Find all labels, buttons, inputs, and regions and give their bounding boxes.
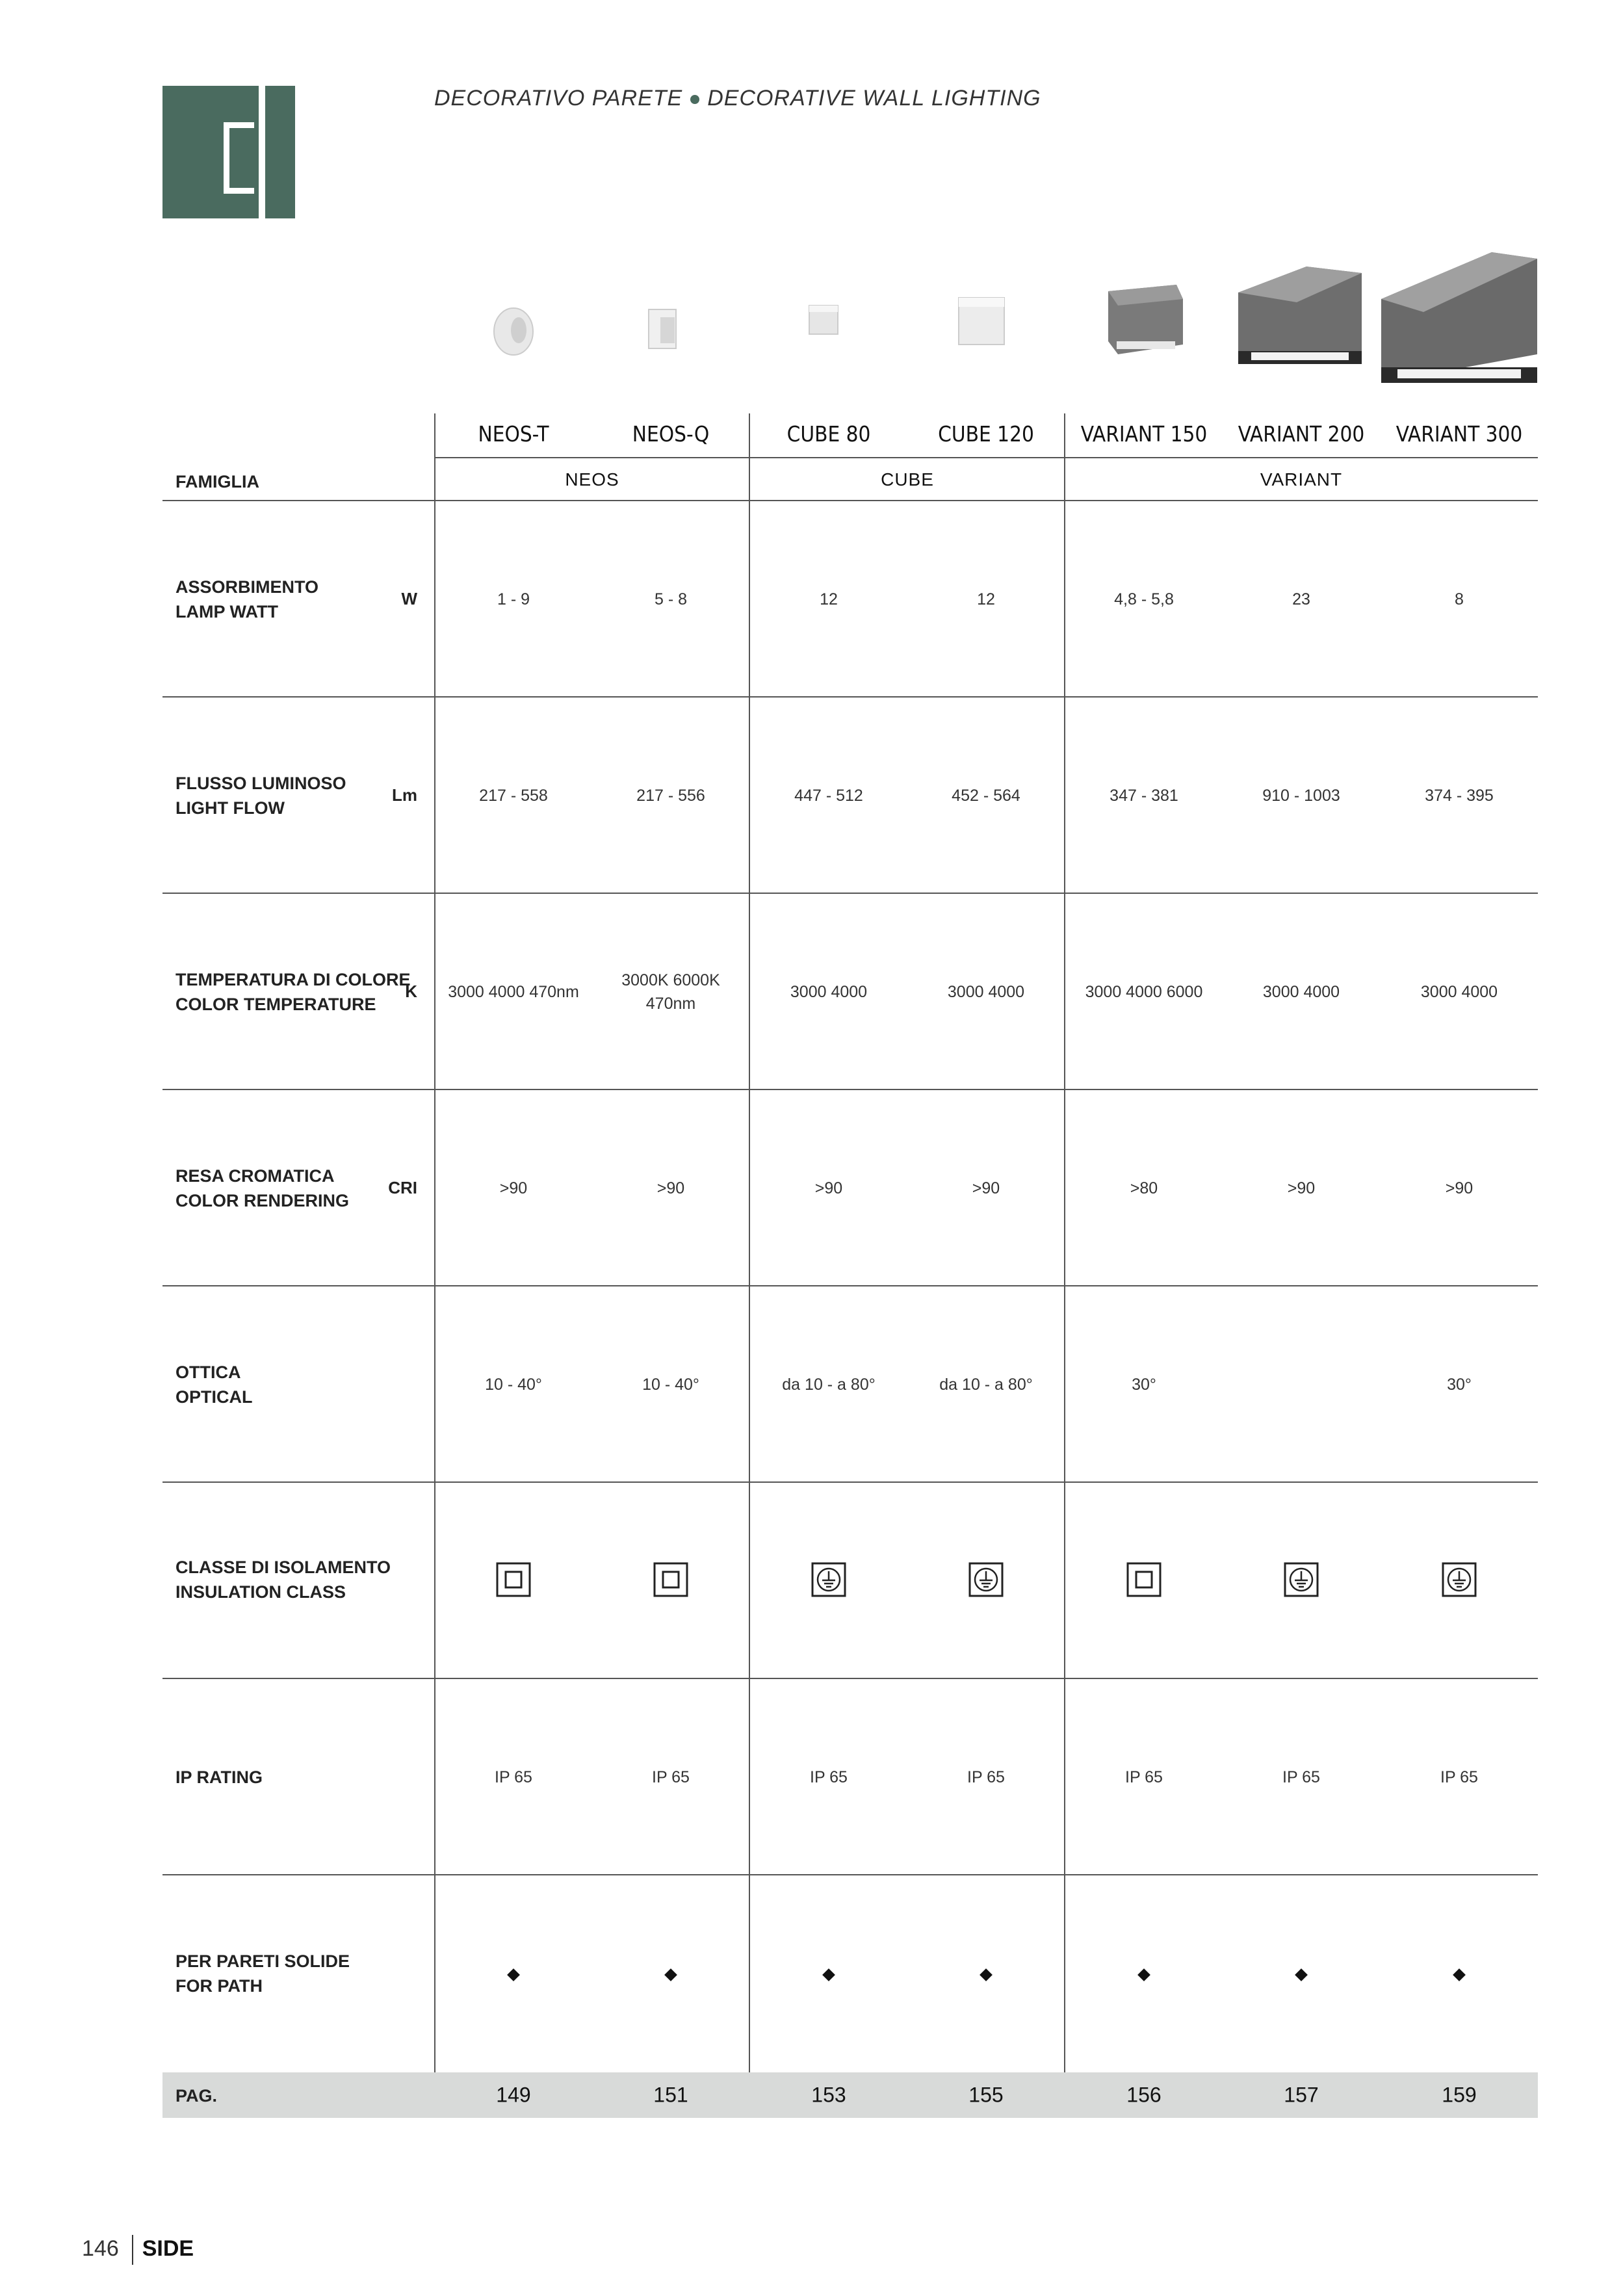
cell: 12 — [820, 590, 838, 608]
class-ii-icon — [496, 1562, 531, 1597]
pag-label: PAG. — [175, 2086, 218, 2106]
cell: IP 65 — [1282, 1768, 1320, 1786]
row-label: TEMPERATURA DI COLORE COLOR TEMPERATURE — [175, 970, 411, 1014]
divider — [162, 893, 1538, 894]
col-cube-80: CUBE 80 — [786, 421, 871, 447]
row-label: FLUSSO LUMINOSO LIGHT FLOW — [175, 774, 346, 818]
family-neos: NEOS — [565, 469, 619, 489]
cell: 23 — [1292, 590, 1310, 608]
variant-200-image — [1238, 267, 1362, 364]
cell: IP 65 — [652, 1768, 690, 1786]
diamond-bullet-icon — [822, 1968, 835, 1981]
diamond-bullet-icon — [507, 1968, 520, 1981]
cell: IP 65 — [1440, 1768, 1478, 1786]
earth-icon — [1442, 1562, 1477, 1597]
divider — [162, 1285, 1538, 1286]
page-ref[interactable]: 156 — [1126, 2083, 1162, 2107]
page-ref[interactable]: 159 — [1442, 2083, 1477, 2107]
class-ii-icon — [653, 1562, 688, 1597]
cell: 30° — [1447, 1376, 1472, 1394]
cell: IP 65 — [495, 1768, 532, 1786]
brand-logo — [162, 86, 295, 218]
cell: da 10 - a 80° — [782, 1376, 876, 1394]
page-ref[interactable]: 149 — [496, 2083, 531, 2107]
page-header — [434, 86, 1041, 111]
cell: 217 - 556 — [636, 787, 705, 805]
page-ref[interactable]: 151 — [653, 2083, 688, 2107]
neos-t-image — [494, 308, 533, 355]
earth-icon — [968, 1562, 1004, 1597]
row-label: PER PARETI SOLIDE FOR PATH — [175, 1951, 350, 1996]
page-ref[interactable]: 155 — [968, 2083, 1004, 2107]
cell: 10 - 40° — [642, 1376, 699, 1394]
col-neos-q: NEOS-Q — [632, 421, 710, 447]
earth-icon — [811, 1562, 846, 1597]
page-ref[interactable]: 157 — [1284, 2083, 1319, 2107]
col-variant-200: VARIANT 200 — [1238, 421, 1365, 447]
row-label: RESA CROMATICA COLOR RENDERING — [175, 1166, 350, 1210]
product-images — [455, 247, 1547, 390]
cell: 4,8 - 5,8 — [1114, 590, 1174, 608]
cell: 3000 4000 — [790, 983, 868, 1001]
page-number: 146 — [82, 2236, 119, 2261]
cell: 3000 4000 — [1262, 983, 1340, 1001]
row-unit: Lm — [392, 785, 417, 805]
divider — [1064, 413, 1065, 2072]
variant-300-image — [1381, 252, 1537, 383]
cell: >90 — [499, 1179, 528, 1197]
cell: >90 — [814, 1179, 843, 1197]
divider — [162, 500, 1538, 501]
cell: 447 - 512 — [794, 787, 863, 805]
cell: 8 — [1455, 590, 1464, 608]
divider — [749, 413, 750, 2072]
cell: 12 — [977, 590, 995, 608]
cell: 5 - 8 — [654, 590, 688, 608]
cell: 374 - 395 — [1425, 787, 1494, 805]
cell: >80 — [1130, 1179, 1158, 1197]
diamond-bullet-icon — [1453, 1968, 1466, 1981]
cell: 3000 4000 — [1420, 983, 1498, 1001]
cube-80-image — [809, 306, 838, 334]
family-label: FAMIGLIA — [175, 472, 259, 491]
earth-icon — [1284, 1562, 1319, 1597]
cell: 347 - 381 — [1110, 787, 1178, 805]
cell: 3000 4000 6000 — [1085, 983, 1203, 1001]
diamond-bullet-icon — [980, 1968, 993, 1981]
cell: IP 65 — [967, 1768, 1005, 1786]
family-variant: VARIANT — [1260, 469, 1343, 489]
col-neos-t: NEOS-T — [478, 421, 549, 447]
row-unit: W — [401, 589, 417, 608]
row-label: CLASSE DI ISOLAMENTO INSULATION CLASS — [175, 1558, 391, 1602]
divider — [434, 457, 1538, 458]
cell: 452 - 564 — [952, 787, 1020, 805]
row-label: ASSORBIMENTO LAMP WATT — [175, 577, 319, 621]
neos-q-image — [649, 309, 676, 348]
page-ref-row — [162, 2072, 1538, 2118]
cell: >90 — [1445, 1179, 1474, 1197]
header-right: DECORATIVE WALL LIGHTING — [707, 86, 1041, 111]
diamond-bullet-icon — [1137, 1968, 1150, 1981]
cell: 910 - 1003 — [1262, 787, 1340, 805]
divider — [434, 413, 435, 2072]
cell: 10 - 40° — [485, 1376, 542, 1394]
divider — [162, 1678, 1538, 1679]
cell: IP 65 — [810, 1768, 848, 1786]
class-ii-icon — [1126, 1562, 1162, 1597]
cell: >90 — [656, 1179, 685, 1197]
cell: IP 65 — [1125, 1768, 1163, 1786]
variant-150-image — [1108, 285, 1183, 354]
cell: 3000K 6000K 470nm — [621, 971, 720, 1013]
divider — [162, 696, 1538, 698]
cell: >90 — [1287, 1179, 1316, 1197]
cell: >90 — [972, 1179, 1000, 1197]
section-name: SIDE — [142, 2236, 194, 2261]
col-cube-120: CUBE 120 — [938, 421, 1034, 447]
divider — [162, 1481, 1538, 1483]
page-ref[interactable]: 153 — [811, 2083, 846, 2107]
cell: 1 - 9 — [497, 590, 530, 608]
family-cube: CUBE — [881, 469, 934, 489]
divider — [162, 1089, 1538, 1090]
cell: 3000 4000 470nm — [448, 983, 579, 1001]
diamond-bullet-icon — [664, 1968, 677, 1981]
cell: 3000 4000 — [947, 983, 1025, 1001]
cell: da 10 - a 80° — [939, 1376, 1033, 1394]
row-unit: K — [405, 982, 417, 1001]
row-label: IP RATING — [175, 1768, 263, 1787]
cell: 217 - 558 — [479, 787, 548, 805]
bullet-dot-icon — [690, 95, 699, 104]
cube-120-image — [959, 298, 1004, 345]
col-variant-300: VARIANT 300 — [1396, 421, 1523, 447]
col-variant-150: VARIANT 150 — [1080, 421, 1208, 447]
row-label: OTTICA OPTICAL — [175, 1363, 253, 1407]
header-left: DECORATIVO PARETE — [434, 86, 683, 111]
cell: 30° — [1132, 1376, 1156, 1394]
diamond-bullet-icon — [1295, 1968, 1308, 1981]
page-footer — [82, 2235, 194, 2265]
row-unit: CRI — [388, 1178, 417, 1197]
divider — [162, 1874, 1538, 1875]
